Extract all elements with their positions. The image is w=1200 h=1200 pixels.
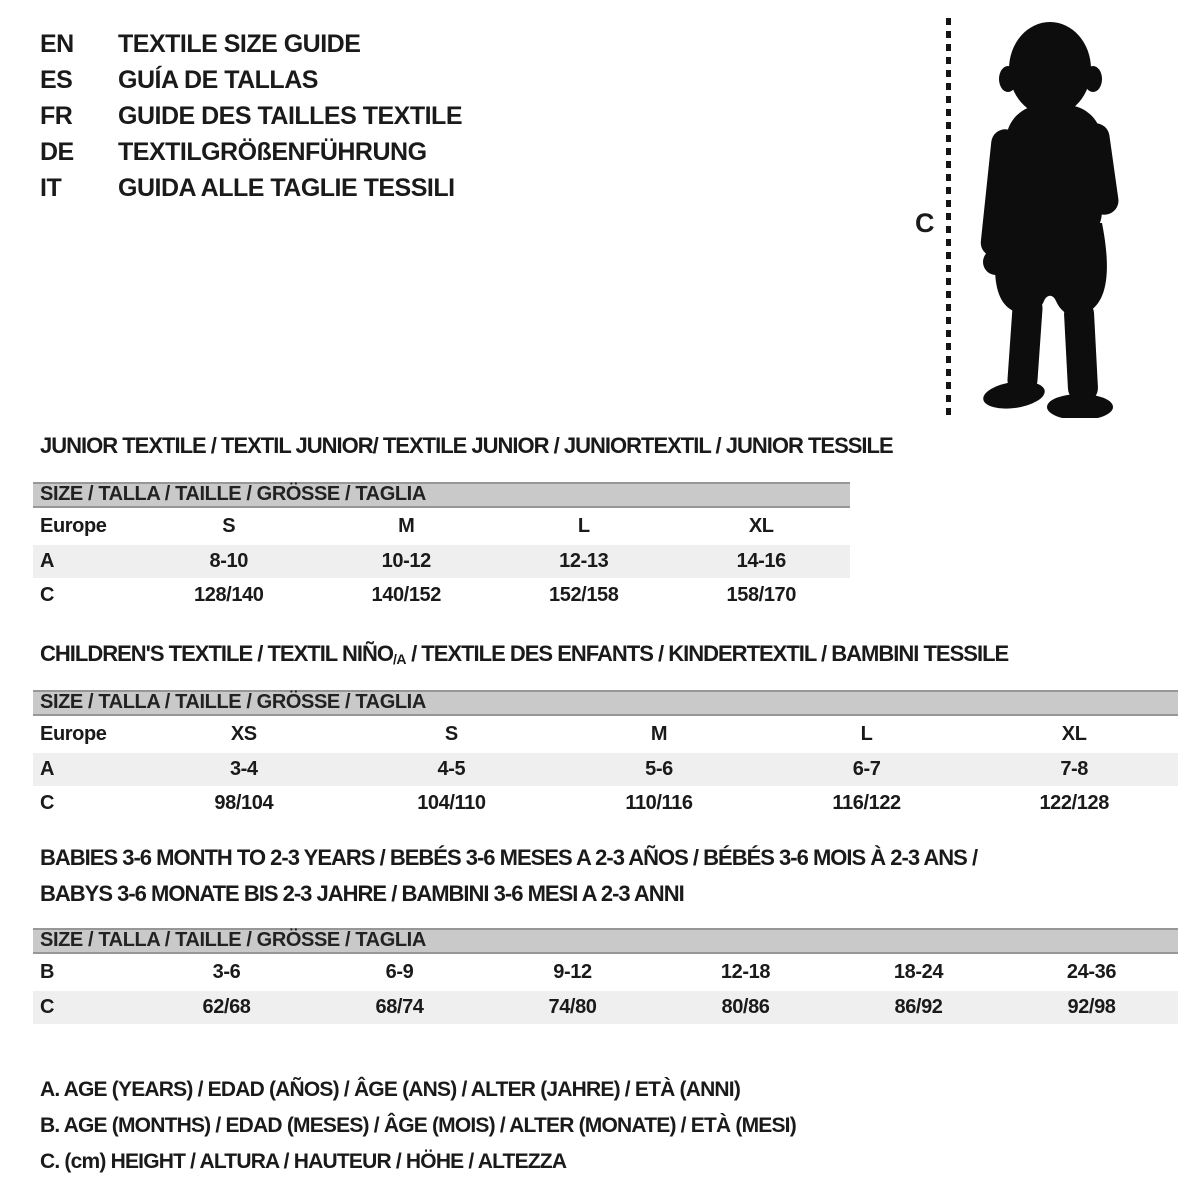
table-row: [33, 716, 1178, 753]
measurement-legend: [40, 1072, 796, 1180]
junior-table-grid: [33, 508, 850, 612]
table-cell: 98/104: [214, 791, 274, 814]
language-code: EN: [40, 30, 74, 58]
table-row: [33, 545, 850, 578]
language-code: FR: [40, 102, 73, 130]
table-cell: 12-18: [720, 961, 771, 983]
table-cell: 86/92: [894, 996, 943, 1018]
table-cell: 92/98: [1067, 996, 1116, 1018]
table-cell: 24-36: [1066, 961, 1117, 983]
table-cell: XL: [1061, 723, 1087, 745]
table-row: [33, 508, 850, 545]
row-label: Europe: [40, 723, 107, 745]
row-label: B: [40, 961, 55, 983]
language-row-en: [40, 26, 462, 62]
table-cell: XL: [748, 515, 774, 537]
table-cell: S: [222, 515, 236, 537]
table-cell: 104/110: [417, 791, 486, 814]
table-cell: 3-6: [212, 961, 241, 983]
table-cell: 12-13: [559, 550, 609, 572]
language-code: DE: [40, 138, 74, 166]
language-row-fr: [40, 98, 462, 134]
table-cell: 10-12: [381, 550, 431, 572]
table-cell: 68/74: [375, 996, 424, 1018]
babies-section-title-line1: BABIES 3-6 MONTH TO 2-3 YEARS / BEBÉS 3-6 MESES A 2-3 AÑOS / BÉBÉS 3-6 MOIS À 2-3 ANS /: [40, 845, 978, 870]
language-title: TEXTILE SIZE GUIDE: [118, 30, 361, 58]
table-cell: M: [650, 723, 668, 745]
table-cell: 80/86: [721, 996, 770, 1018]
language-row-es: [40, 62, 462, 98]
language-title: GUIDE DES TAILLES TEXTILE: [118, 102, 463, 130]
language-row-de: [40, 134, 462, 170]
babies-size-table: [33, 928, 1178, 1024]
language-title: GUIDA ALLE TAGLIE TESSILI: [118, 174, 455, 202]
table-cell: 62/68: [202, 996, 251, 1018]
junior-size-header-bar: SIZE / TALLA / TAILLE / GRÖSSE / TAGLIA: [33, 482, 850, 508]
children-size-header-bar: SIZE / TALLA / TAILLE / GRÖSSE / TAGLIA: [33, 690, 1178, 716]
legend-line-a: A. AGE (YEARS) / EDAD (AÑOS) / ÂGE (ANS) / ALTER (JAHRE) / ETÀ (ANNI): [40, 1078, 741, 1101]
table-cell: 7-8: [1060, 758, 1089, 780]
legend-line-c: C. (cm) HEIGHT / ALTURA / HAUTEUR / HÖHE / ALTEZZA: [40, 1150, 567, 1173]
table-cell: L: [577, 515, 590, 537]
table-cell: S: [444, 723, 458, 745]
table-cell: 122/128: [1039, 791, 1109, 814]
table-cell: 5-6: [645, 758, 673, 780]
babies-size-header-bar: SIZE / TALLA / TAILLE / GRÖSSE / TAGLIA: [33, 928, 1178, 954]
table-cell: M: [398, 515, 415, 537]
table-row: [33, 954, 1178, 991]
table-cell: 140/152: [371, 583, 441, 606]
babies-section-title-line2: BABYS 3-6 MONATE BIS 2-3 JAHRE / BAMBINI 3-6 MESI A 2-3 ANNI: [40, 881, 684, 906]
language-title: GUÍA DE TALLAS: [118, 66, 318, 94]
table-cell: 4-5: [437, 758, 466, 780]
toddler-silhouette-icon: [962, 16, 1134, 418]
table-cell: 158/170: [726, 583, 796, 606]
row-label: C: [40, 996, 55, 1018]
junior-size-table: [33, 482, 850, 612]
table-cell: XS: [230, 723, 257, 745]
table-cell: 74/80: [548, 996, 597, 1018]
children-title-subscript: /A: [392, 651, 406, 667]
children-title-prefix: CHILDREN'S TEXTILE / TEXTIL NIÑO: [40, 641, 393, 666]
table-cell: 110/116: [625, 791, 693, 814]
table-cell: 6-9: [385, 961, 414, 983]
height-dashed-line: [946, 18, 951, 416]
children-size-table: [33, 690, 1178, 820]
table-row: [33, 578, 850, 612]
language-row-it: [40, 170, 462, 206]
children-table-grid: [33, 716, 1178, 820]
table-cell: 8-10: [209, 550, 248, 572]
table-row: [33, 786, 1178, 820]
table-cell: 18-24: [893, 961, 944, 983]
table-row: [33, 753, 1178, 786]
row-label: A: [40, 550, 55, 572]
table-cell: 9-12: [553, 961, 592, 983]
language-title: TEXTILGRÖßENFÜHRUNG: [118, 138, 427, 166]
language-title-list: [40, 26, 462, 206]
language-code: ES: [40, 66, 73, 94]
table-cell: 116/122: [832, 791, 901, 814]
legend-line-b: B. AGE (MONTHS) / EDAD (MESES) / ÂGE (MOIS) / ALTER (MONATE) / ETÀ (MESI): [40, 1114, 796, 1137]
language-code: IT: [40, 174, 62, 202]
table-row: [33, 991, 1178, 1024]
babies-table-grid: [33, 954, 1178, 1024]
junior-section-title: JUNIOR TEXTILE / TEXTIL JUNIOR/ TEXTILE JUNIOR / JUNIORTEXTIL / JUNIOR TESSILE: [40, 433, 893, 458]
children-section-title: [40, 641, 1008, 667]
children-title-suffix: / TEXTILE DES ENFANTS / KINDERTEXTIL / BAMBINI TESSILE: [405, 641, 1009, 666]
table-cell: 14-16: [736, 550, 786, 572]
row-label: Europe: [40, 515, 107, 537]
height-marker-label: C: [915, 208, 935, 238]
table-cell: 6-7: [852, 758, 881, 780]
table-cell: 3-4: [229, 758, 258, 780]
row-label: A: [40, 758, 55, 780]
table-cell: 152/158: [549, 583, 619, 606]
row-label: C: [40, 791, 55, 814]
table-cell: 128/140: [194, 583, 264, 606]
table-cell: L: [860, 723, 873, 745]
row-label: C: [40, 583, 55, 606]
